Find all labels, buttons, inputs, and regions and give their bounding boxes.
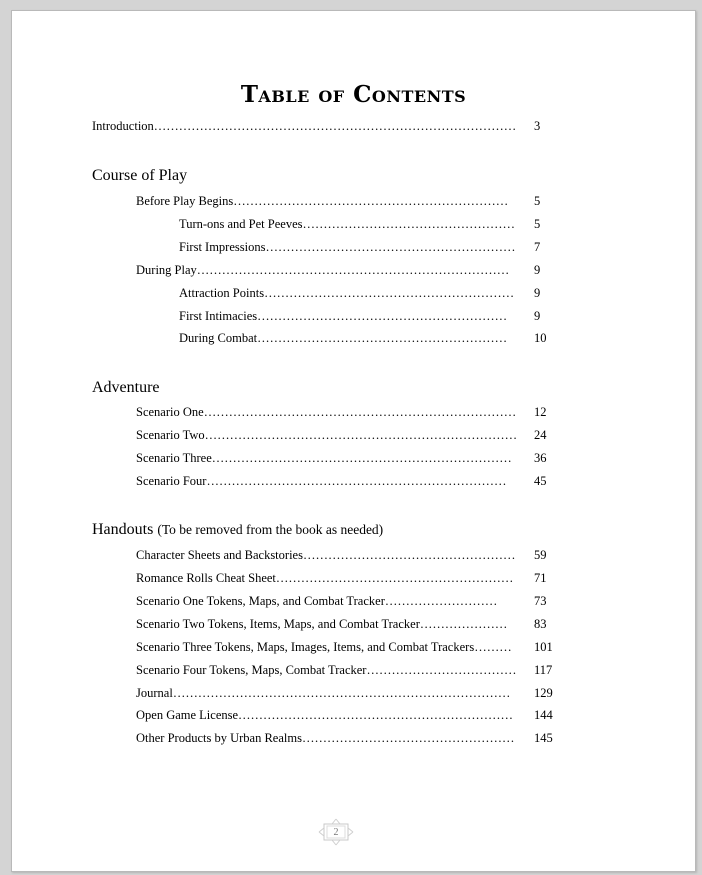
toc-page-number: 83	[534, 617, 547, 631]
leader-dots: …………………	[419, 617, 508, 631]
document-page	[11, 10, 696, 872]
leader-dots: ………………………………………………………………	[211, 451, 512, 465]
section-heading-handouts	[92, 521, 383, 539]
toc-page-number: 9	[534, 263, 541, 277]
toc-page-number: 45	[534, 474, 547, 488]
toc-entry-scenario-four-tokens	[136, 663, 518, 677]
toc-entry-first-impressions	[179, 240, 518, 254]
toc-entry-label: Open Game License	[136, 708, 239, 722]
leader-dots: ………………………………	[366, 663, 517, 677]
toc-page-number: 12	[534, 405, 547, 419]
toc-entry-attraction-points	[179, 286, 518, 300]
section-heading-label: Handouts	[92, 521, 154, 538]
leader-dots: ……………………………………………	[302, 217, 515, 231]
toc-entry-scenario-one-tokens	[136, 594, 508, 608]
toc-page-number: 9	[534, 309, 541, 323]
toc-entry-turn-ons	[179, 217, 518, 231]
toc-entry-label: Turn-ons and Pet Peeves	[179, 217, 303, 231]
toc-page-number: 101	[534, 640, 553, 654]
toc-entry-first-intimacies	[179, 309, 518, 323]
leader-dots: ……………………………………………………	[257, 331, 508, 345]
toc-entry-open-game-license	[136, 708, 518, 722]
toc-entry-label: Scenario Three	[136, 451, 212, 465]
toc-page-number: 144	[534, 708, 553, 722]
leader-dots: ……………………………………………	[302, 548, 516, 562]
section-heading-adventure: Adventure	[92, 379, 160, 396]
leader-dots: ……………………………………………………	[265, 240, 516, 254]
toc-entry-label: Journal	[136, 686, 173, 700]
leader-dots: …………………………………………………………	[238, 708, 514, 722]
toc-entry-label: Introduction	[92, 119, 154, 133]
toc-page-number: 145	[534, 731, 553, 745]
toc-page-number: 36	[534, 451, 547, 465]
leader-dots: …………………………………………………………	[233, 194, 509, 208]
toc-entry-label: Scenario Two Tokens, Items, Maps, and Combat Tracker	[136, 617, 420, 631]
toc-entry-introduction	[92, 119, 518, 133]
toc-entry-scenario-two	[136, 428, 518, 442]
toc-entry-during-play	[136, 263, 518, 277]
toc-entry-journal	[136, 686, 518, 700]
toc-page-number: 71	[534, 571, 547, 585]
toc-entry-label: During Combat	[179, 331, 258, 345]
toc-page-number: 5	[534, 217, 541, 231]
toc-entry-label: Scenario One Tokens, Maps, and Combat Tracker	[136, 594, 385, 608]
toc-entry-label: Scenario Two	[136, 428, 205, 442]
toc-entry-romance-rolls	[136, 571, 518, 585]
leader-dots: ……………………………………………………………………………	[153, 119, 517, 133]
leader-dots: ……………………………………………………	[264, 286, 515, 300]
toc-entry-scenario-three	[136, 451, 518, 465]
leader-dots: …………………………………………………	[275, 571, 514, 585]
section-heading-course-of-play: Course of Play	[92, 167, 188, 184]
page-number-ornament	[318, 818, 354, 846]
leader-dots: ………………………	[384, 594, 498, 608]
leader-dots: …………………………………………………………………	[196, 263, 510, 277]
toc-page-number: 59	[534, 548, 547, 562]
toc-page-number: 117	[534, 663, 553, 677]
toc-entry-scenario-one	[136, 405, 518, 419]
leader-dots: ………	[474, 640, 512, 654]
page-number: 2	[333, 826, 339, 838]
toc-entry-label: Scenario One	[136, 405, 204, 419]
toc-entry-label: Scenario Four Tokens, Maps, Combat Tracker	[136, 663, 367, 677]
leader-dots: ………………………………………………………………………	[172, 686, 511, 700]
toc-entry-during-combat	[179, 331, 518, 345]
toc-entry-scenario-three-tokens	[136, 640, 518, 654]
leader-dots: …………………………………………………………………	[204, 428, 518, 442]
toc-entry-label: First Impressions	[179, 240, 266, 254]
toc-page-number: 24	[534, 428, 547, 442]
toc-entry-label: Attraction Points	[179, 286, 265, 300]
toc-entry-scenario-four	[136, 474, 518, 488]
toc-entry-scenario-two-tokens	[136, 617, 518, 631]
toc-entry-label: Scenario Four	[136, 474, 207, 488]
toc-entry-label: Character Sheets and Backstories	[136, 548, 303, 562]
page-title: Table of Contents	[240, 81, 467, 108]
toc-entry-label: Other Products by Urban Realms	[136, 731, 302, 745]
leader-dots: …………………………………………………………………	[203, 405, 517, 419]
toc-entry-character-sheets	[136, 548, 518, 562]
toc-page-number: 9	[534, 286, 541, 300]
toc-page-number: 5	[534, 194, 541, 208]
toc-entry-label: Before Play Begins	[136, 194, 234, 208]
toc-entry-before-play-begins	[136, 194, 518, 208]
toc-entry-label: First Intimacies	[179, 309, 258, 323]
leader-dots: ………………………………………………………………	[206, 474, 507, 488]
toc-entry-label: Scenario Three Tokens, Maps, Images, Items, and Combat Trackers	[136, 640, 475, 654]
toc-entry-label: During Play	[136, 263, 197, 277]
toc-page-number: 129	[534, 686, 553, 700]
toc-page-number: 7	[534, 240, 541, 254]
toc-page-number: 3	[534, 119, 541, 133]
toc-page-number: 73	[534, 594, 547, 608]
leader-dots: ……………………………………………………	[257, 309, 508, 323]
toc-entry-label: Romance Rolls Cheat Sheet	[136, 571, 276, 585]
section-heading-note: (To be removed from the book as needed)	[157, 522, 384, 537]
toc-entry-other-products	[136, 731, 518, 745]
leader-dots: ……………………………………………	[301, 731, 515, 745]
toc-page-number: 10	[534, 331, 547, 345]
